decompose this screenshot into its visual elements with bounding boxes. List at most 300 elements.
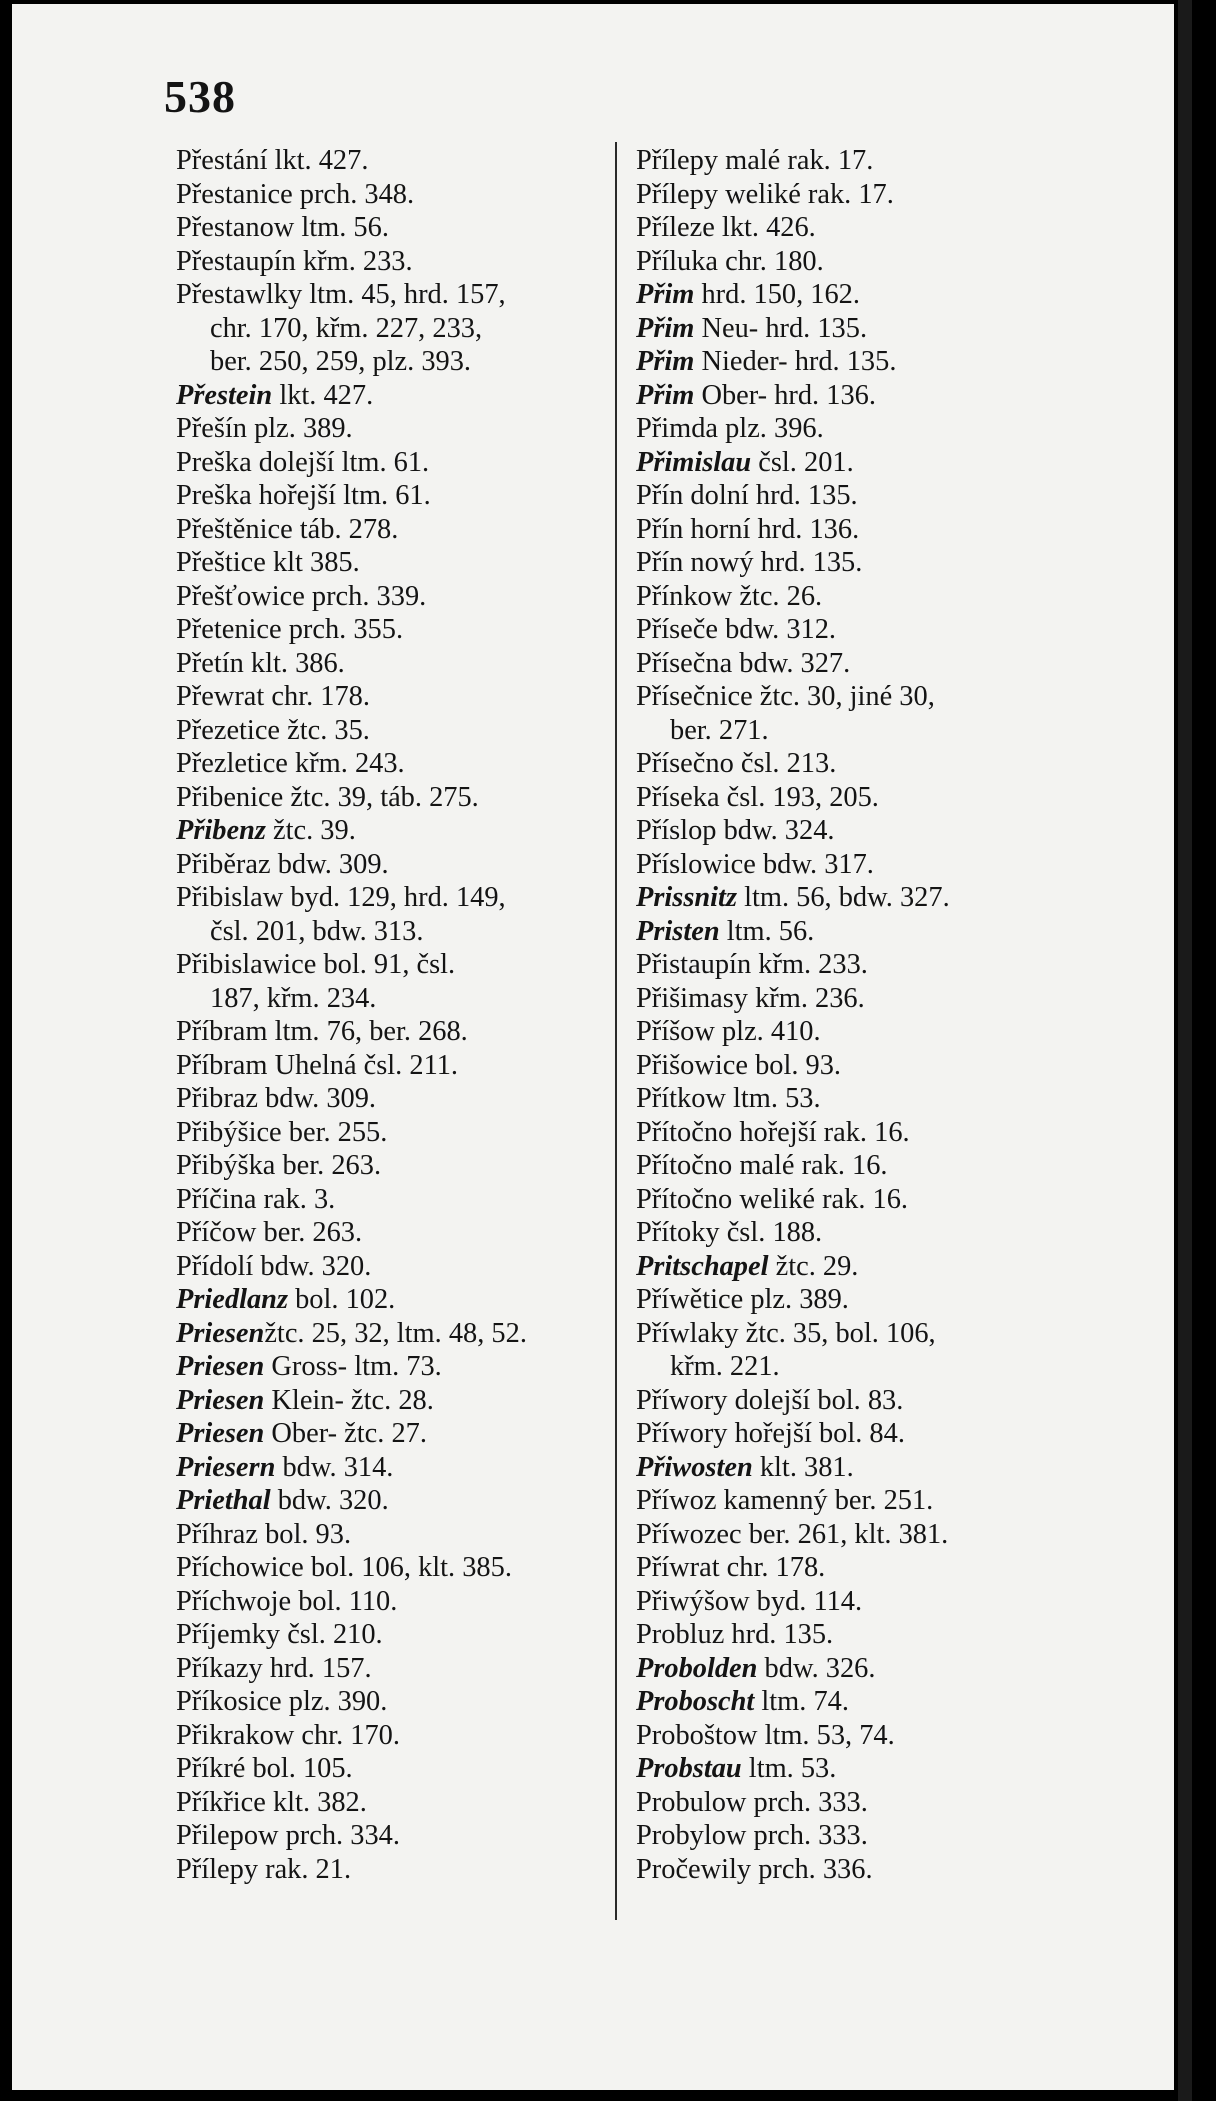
index-entry <box>176 211 606 245</box>
index-entry <box>636 144 1076 178</box>
index-entry <box>176 144 606 178</box>
entry-references: bol. 105. <box>245 1753 353 1784</box>
index-entry <box>636 948 1076 982</box>
entry-references: hrd. 135. <box>724 1619 834 1650</box>
entry-references: žtc. 25, 32, ltm. 48, 52. <box>264 1317 527 1349</box>
entry-place-name: Příseče <box>636 614 718 645</box>
entry-place-name: Přim <box>636 346 695 377</box>
entry-references: plz. 389. <box>246 413 353 444</box>
entry-place-name: Přim <box>636 279 695 310</box>
entry-references: ber. 263. <box>275 1150 382 1181</box>
entry-place-name: Probolden <box>636 1652 758 1684</box>
entry-place-name: Příwory <box>636 1418 728 1449</box>
entry-place-name: Příchowice <box>176 1552 304 1583</box>
index-entry <box>176 1015 606 1049</box>
index-entry <box>636 1551 1076 1585</box>
entry-place-name: Přísečna <box>636 647 733 679</box>
index-entry <box>636 1451 1076 1485</box>
entry-references: klt. 386. <box>243 647 345 679</box>
entry-references: hořejší bol. 84. <box>727 1418 905 1449</box>
index-entry <box>636 1685 1076 1719</box>
entry-references: hrd. 157. <box>262 1652 372 1684</box>
index-entry <box>636 1317 1076 1351</box>
index-entry <box>176 714 606 748</box>
index-entry <box>636 1049 1076 1083</box>
entry-place-name: Prissnitz <box>636 882 737 913</box>
index-entry <box>176 647 606 681</box>
entry-references: hořejší rak. 16. <box>732 1116 910 1148</box>
entry-place-name: Přítoky <box>636 1217 720 1248</box>
entry-references: dolejší bol. 83. <box>727 1384 904 1416</box>
entry-place-name: Přimislau <box>636 446 752 478</box>
entry-references: lkt. 427. <box>272 379 374 411</box>
index-entry <box>636 513 1076 547</box>
index-entry <box>636 1250 1076 1284</box>
entry-place-name: Probluz <box>636 1619 725 1650</box>
entry-place-name: Přísečnice <box>636 681 753 712</box>
entry-place-name: Přibislaw <box>176 882 284 913</box>
entry-references: ltm. 56. <box>719 915 815 947</box>
entry-place-name: Přín <box>636 513 684 545</box>
entry-place-name: Přiběraz <box>176 848 271 880</box>
book-page <box>12 4 1174 2090</box>
index-entry <box>176 580 606 614</box>
entry-place-name: Přimda <box>636 413 719 444</box>
entry-references: bdw. 314. <box>275 1451 394 1483</box>
entry-references: bdw. 317. <box>755 848 874 880</box>
entry-references: ltm. 74. <box>754 1686 849 1717</box>
entry-references: plz. 390. <box>281 1686 388 1717</box>
entry-place-name: Příwoz <box>636 1485 717 1516</box>
entry-place-name: Přílepy <box>636 145 719 176</box>
index-entry <box>636 1015 1076 1049</box>
entry-references: prch. 348. <box>292 178 415 210</box>
entry-place-name: Přín <box>636 480 684 511</box>
entry-references: horní hrd. 136. <box>683 513 860 545</box>
entry-references: Ober- žtc. 27. <box>264 1418 427 1449</box>
entry-place-name: Priethal <box>176 1485 271 1516</box>
entry-references: žtc. 29. <box>768 1250 859 1282</box>
entry-references: nowý hrd. 135. <box>683 547 863 578</box>
index-entry <box>176 1149 606 1183</box>
entry-references: žtc. 39. <box>265 815 356 846</box>
entry-place-name: Preška <box>176 446 252 478</box>
entry-place-name: Příjemky <box>176 1619 281 1650</box>
entry-references: žtc. 35, bol. 106, <box>738 1317 936 1349</box>
entry-place-name: Příwrat <box>636 1552 720 1583</box>
entry-place-name: Příkosice <box>176 1686 282 1717</box>
index-entry-continuation <box>176 915 606 949</box>
entry-place-name: Přetenice <box>176 614 282 645</box>
entry-references: ber. 263. <box>256 1217 363 1248</box>
index-entry <box>176 1786 606 1820</box>
entry-place-name: Přítočno <box>636 1183 733 1215</box>
index-entry <box>636 1853 1076 1887</box>
index-entry <box>636 1149 1076 1183</box>
entry-references: ber. 261, klt. 381. <box>741 1518 949 1550</box>
entry-place-name: Přestawlky <box>176 279 303 310</box>
entry-place-name: Přítočno <box>636 1116 733 1148</box>
entry-references: bdw. 324. <box>716 815 835 846</box>
entry-references: byd. 114. <box>749 1585 863 1617</box>
entry-place-name: Probylow <box>636 1820 747 1851</box>
entry-references: bol. 93. <box>257 1518 352 1550</box>
index-entry <box>636 680 1076 714</box>
index-entry <box>636 1819 1076 1853</box>
entry-references: Uhelná čsl. 211. <box>267 1049 459 1081</box>
entry-place-name: Přibenice <box>176 781 284 813</box>
entry-place-name: Přibislawice <box>176 949 317 980</box>
entry-references: čsl. 188. <box>719 1217 823 1248</box>
entry-place-name: Přestanice <box>176 178 293 210</box>
entry-references: plz. 396. <box>718 413 824 444</box>
entry-references: ltm. 53. <box>741 1753 837 1784</box>
entry-place-name: Příluka <box>636 245 719 277</box>
entry-place-name: Přezletice <box>176 748 288 779</box>
entry-place-name: Přewrat <box>176 681 265 712</box>
entry-place-name: Přilepow <box>176 1820 279 1851</box>
index-entry <box>176 948 606 982</box>
index-entry <box>176 1417 606 1451</box>
index-entry <box>176 814 606 848</box>
entry-references: byd. 129, hrd. 149, <box>283 882 506 913</box>
index-entry <box>636 278 1076 312</box>
index-entry <box>176 1350 606 1384</box>
entry-references: bol. 102. <box>288 1284 396 1315</box>
entry-references: žtc. 39, táb. 275. <box>283 781 479 813</box>
entry-references: malé rak. 16. <box>732 1150 888 1181</box>
index-entry <box>176 1384 606 1418</box>
entry-references: křm. 243. <box>287 748 405 779</box>
index-entry <box>636 1786 1076 1820</box>
entry-references: lkt. 426. <box>714 212 816 243</box>
entry-place-name: Příslowice <box>636 848 756 880</box>
entry-references: lkt. 427. <box>267 145 369 176</box>
entry-place-name: Pritschapel <box>636 1250 769 1282</box>
entry-references: Ober- hrd. 136. <box>694 379 876 411</box>
entry-place-name: Proboscht <box>636 1686 755 1717</box>
entry-references: kamenný ber. 251. <box>716 1485 934 1516</box>
index-entry <box>176 1719 606 1753</box>
entry-references: prch. 333. <box>746 1820 868 1851</box>
index-entry <box>176 1082 606 1116</box>
index-entry <box>176 278 606 312</box>
index-entry <box>636 647 1076 681</box>
index-entry <box>636 412 1076 446</box>
entry-place-name: Příslop <box>636 815 717 846</box>
index-entry <box>176 1451 606 1485</box>
index-entry <box>176 1283 606 1317</box>
index-entry <box>176 1250 606 1284</box>
entry-place-name: Přešťowice <box>176 580 305 612</box>
index-entry <box>636 1752 1076 1786</box>
entry-references: křm. 233. <box>751 949 868 980</box>
index-entry <box>176 781 606 815</box>
entry-references: bdw. 312. <box>717 614 837 645</box>
entry-place-name: Přiwosten <box>636 1451 753 1483</box>
index-entry <box>176 1216 606 1250</box>
entry-place-name: Přešín <box>176 413 247 444</box>
index-entry <box>636 1183 1076 1217</box>
index-entry <box>176 446 606 480</box>
entry-references: táb. 278. <box>292 513 399 545</box>
entry-references: čsl. 201, bdw. 313. <box>210 915 424 947</box>
index-entry <box>176 1585 606 1619</box>
entry-references: ber. 250, 259, plz. 393. <box>210 346 472 377</box>
entry-references: žtc. 26. <box>732 580 823 612</box>
entry-place-name: Přestein <box>176 379 273 411</box>
entry-place-name: Přísečno <box>636 748 734 779</box>
index-entry <box>636 178 1076 212</box>
index-entry <box>636 848 1076 882</box>
entry-references: chr. 178. <box>264 681 370 712</box>
entry-references: bol. 93. <box>747 1049 842 1081</box>
index-entry <box>176 245 606 279</box>
entry-place-name: Přistaupín <box>636 949 752 980</box>
index-entry <box>636 1384 1076 1418</box>
index-entry <box>176 1551 606 1585</box>
entry-place-name: Přestanow <box>176 212 295 243</box>
entry-place-name: Proboštow <box>636 1719 758 1751</box>
index-entry <box>176 613 606 647</box>
page-edge-shadow <box>1178 0 1192 2101</box>
index-entry <box>636 312 1076 346</box>
entry-references: 187, křm. 234. <box>210 982 377 1014</box>
entry-place-name: Příbram <box>176 1016 268 1047</box>
index-entry <box>176 1685 606 1719</box>
index-entry <box>176 1116 606 1150</box>
index-entry <box>176 1853 606 1887</box>
entry-references: malé rak. 17. <box>718 145 874 176</box>
entry-references: bdw. 327. <box>732 647 851 679</box>
entry-place-name: Priedlanz <box>176 1284 288 1315</box>
index-entry <box>176 546 606 580</box>
entry-references: bol. 110. <box>291 1585 398 1617</box>
entry-references: Klein- žtc. 28. <box>264 1384 434 1416</box>
entry-references: čsl. 201. <box>751 446 854 478</box>
entry-references: chr. 170, křm. 227, 233, <box>210 312 483 344</box>
index-entry <box>176 1819 606 1853</box>
entry-references: ltm. 53. <box>725 1083 821 1114</box>
entry-references: ltm. 53, 74. <box>757 1719 895 1751</box>
entry-references: prch. 333. <box>746 1786 868 1818</box>
entry-place-name: Přeštěnice <box>176 513 293 545</box>
entry-place-name: Příleze <box>636 212 715 243</box>
entry-place-name: Přestaupín <box>176 245 296 277</box>
entry-references: ltm. 56. <box>294 212 389 243</box>
index-entry <box>176 881 606 915</box>
entry-references: bdw. 320. <box>270 1485 389 1516</box>
entry-place-name: Probulow <box>636 1786 747 1818</box>
entry-place-name: Příbram <box>176 1049 268 1081</box>
entry-place-name: Preška <box>176 480 252 511</box>
index-entry <box>636 1719 1076 1753</box>
entry-references: křm. 233. <box>295 245 413 277</box>
entry-place-name: Přeštice <box>176 547 266 578</box>
entry-references: ber. 255. <box>281 1116 388 1148</box>
index-entry-continuation <box>176 312 606 346</box>
index-entry <box>176 1183 606 1217</box>
index-entry <box>176 747 606 781</box>
index-entry-continuation <box>176 982 606 1016</box>
entry-place-name: Priesen <box>176 1384 265 1416</box>
index-entry <box>636 211 1076 245</box>
entry-place-name: Příwory <box>636 1384 728 1416</box>
entry-place-name: Přítočno <box>636 1150 733 1181</box>
entry-references: prch. 339. <box>304 580 427 612</box>
entry-references: žtc. 35. <box>280 714 370 746</box>
index-entry <box>176 479 606 513</box>
index-entry <box>636 881 1076 915</box>
entry-place-name: Přikrakow <box>176 1719 295 1751</box>
entry-place-name: Příhraz <box>176 1518 258 1550</box>
entry-place-name: Přišimasy <box>636 982 748 1014</box>
entry-references: rak. 3. <box>256 1183 336 1215</box>
entry-place-name: Přílepy <box>636 178 719 210</box>
entry-references: bdw. 309. <box>270 848 389 880</box>
index-column-left <box>176 144 606 1886</box>
entry-place-name: Pristen <box>636 915 720 947</box>
entry-place-name: Priesen <box>176 1418 265 1449</box>
page-number: 538 <box>164 71 236 122</box>
entry-references: křm. 221. <box>670 1351 780 1382</box>
index-entry <box>176 513 606 547</box>
entry-place-name: Pročewily <box>636 1853 752 1885</box>
entry-references: chr. 180. <box>718 245 824 277</box>
entry-references: plz. 389. <box>743 1284 849 1315</box>
index-entry <box>636 580 1076 614</box>
index-entry <box>176 1752 606 1786</box>
entry-references: prch. 336. <box>751 1853 873 1885</box>
entry-place-name: Přibraz <box>176 1083 258 1114</box>
index-entry <box>636 982 1076 1016</box>
entry-references: hořejší ltm. 61. <box>251 480 431 511</box>
index-entry-continuation <box>176 345 606 379</box>
entry-place-name: Probstau <box>636 1753 742 1784</box>
index-entry <box>636 1652 1076 1686</box>
index-entry <box>636 1484 1076 1518</box>
entry-references: ber. 271. <box>670 714 769 746</box>
index-entry-continuation <box>636 714 1076 748</box>
column-divider <box>615 142 617 1920</box>
entry-references: ltm. 76, ber. 268. <box>267 1016 468 1047</box>
entry-references: klt 385. <box>265 547 360 578</box>
index-entry <box>176 1049 606 1083</box>
entry-references: bdw. 326. <box>757 1652 876 1684</box>
entry-place-name: Přetín <box>176 647 244 679</box>
index-entry <box>636 747 1076 781</box>
entry-references: žtc. 30, jiné 30, <box>752 681 935 712</box>
entry-references: prch. 355. <box>281 614 404 645</box>
index-entry <box>636 1216 1076 1250</box>
index-entry <box>176 1652 606 1686</box>
entry-place-name: Příkré <box>176 1753 246 1784</box>
entry-references: dolní hrd. 135. <box>683 480 858 511</box>
entry-place-name: Příwětice <box>636 1284 744 1315</box>
entry-references: rak. 21. <box>258 1853 352 1885</box>
index-entry <box>636 345 1076 379</box>
index-entry <box>636 479 1076 513</box>
index-entry <box>636 1417 1076 1451</box>
index-entry <box>636 1283 1076 1317</box>
entry-place-name: Přibýšice <box>176 1116 282 1148</box>
entry-place-name: Přibýška <box>176 1150 276 1181</box>
index-entry <box>636 1116 1076 1150</box>
entry-place-name: Příseka <box>636 781 720 813</box>
index-entry <box>636 245 1076 279</box>
entry-place-name: Přišowice <box>636 1049 748 1081</box>
entry-references: weliké rak. 16. <box>732 1183 909 1215</box>
index-entry <box>176 1484 606 1518</box>
entry-place-name: Příkřice <box>176 1786 266 1818</box>
index-entry <box>176 848 606 882</box>
entry-place-name: Přítkow <box>636 1083 726 1114</box>
index-entry <box>636 1618 1076 1652</box>
entry-references: čsl. 210. <box>280 1619 383 1650</box>
entry-references: bol. 106, klt. 385. <box>303 1552 512 1583</box>
entry-place-name: Příčina <box>176 1183 257 1215</box>
entry-references: klt. 382. <box>265 1786 367 1818</box>
entry-place-name: Příčow <box>176 1217 257 1248</box>
entry-references: prch. 334. <box>278 1820 400 1851</box>
entry-references: Nieder- hrd. 135. <box>694 346 897 377</box>
entry-references: bdw. 320. <box>253 1250 372 1282</box>
entry-references: Gross- ltm. 73. <box>264 1351 442 1382</box>
entry-references: hrd. 150, 162. <box>694 279 860 310</box>
entry-place-name: Přibenz <box>176 815 266 846</box>
entry-references: čsl. 213. <box>733 748 837 779</box>
index-entry <box>636 1082 1076 1116</box>
entry-references: chr. 170. <box>294 1719 400 1751</box>
entry-place-name: Priesen <box>176 1317 265 1349</box>
entry-place-name: Příkazy <box>176 1652 263 1684</box>
index-entry <box>636 446 1076 480</box>
index-entry <box>636 781 1076 815</box>
index-entry <box>176 178 606 212</box>
entry-references: bdw. 309. <box>257 1083 377 1114</box>
entry-references: plz. 410. <box>714 1016 821 1047</box>
index-entry <box>636 613 1076 647</box>
index-entry <box>176 680 606 714</box>
entry-place-name: Priesern <box>176 1451 276 1483</box>
entry-place-name: Přiwýšow <box>636 1585 750 1617</box>
index-entry <box>176 1317 606 1351</box>
index-entry <box>636 546 1076 580</box>
entry-references: chr. 178. <box>719 1552 826 1583</box>
entry-place-name: Přim <box>636 312 695 344</box>
entry-place-name: Přínkow <box>636 580 733 612</box>
entry-place-name: Přídolí <box>176 1250 254 1282</box>
index-entry <box>636 1518 1076 1552</box>
entry-references: weliké rak. 17. <box>718 178 894 210</box>
index-entry <box>176 1618 606 1652</box>
entry-references: bol. 91, čsl. <box>316 949 456 980</box>
index-entry <box>176 412 606 446</box>
index-entry <box>636 379 1076 413</box>
entry-place-name: Přílepy <box>176 1853 259 1885</box>
entry-references: ltm. 56, bdw. 327. <box>737 882 950 913</box>
index-entry <box>636 1585 1076 1619</box>
entry-references: klt. 381. <box>752 1451 854 1483</box>
entry-references: křm. 236. <box>748 982 865 1014</box>
entry-place-name: Přín <box>636 547 684 578</box>
entry-place-name: Přestání <box>176 145 268 176</box>
index-column-right <box>636 144 1076 1886</box>
entry-references: dolejší ltm. 61. <box>251 446 430 478</box>
entry-references: čsl. 193, 205. <box>719 781 879 813</box>
index-entry <box>636 915 1076 949</box>
entry-place-name: Příwozec <box>636 1518 742 1550</box>
